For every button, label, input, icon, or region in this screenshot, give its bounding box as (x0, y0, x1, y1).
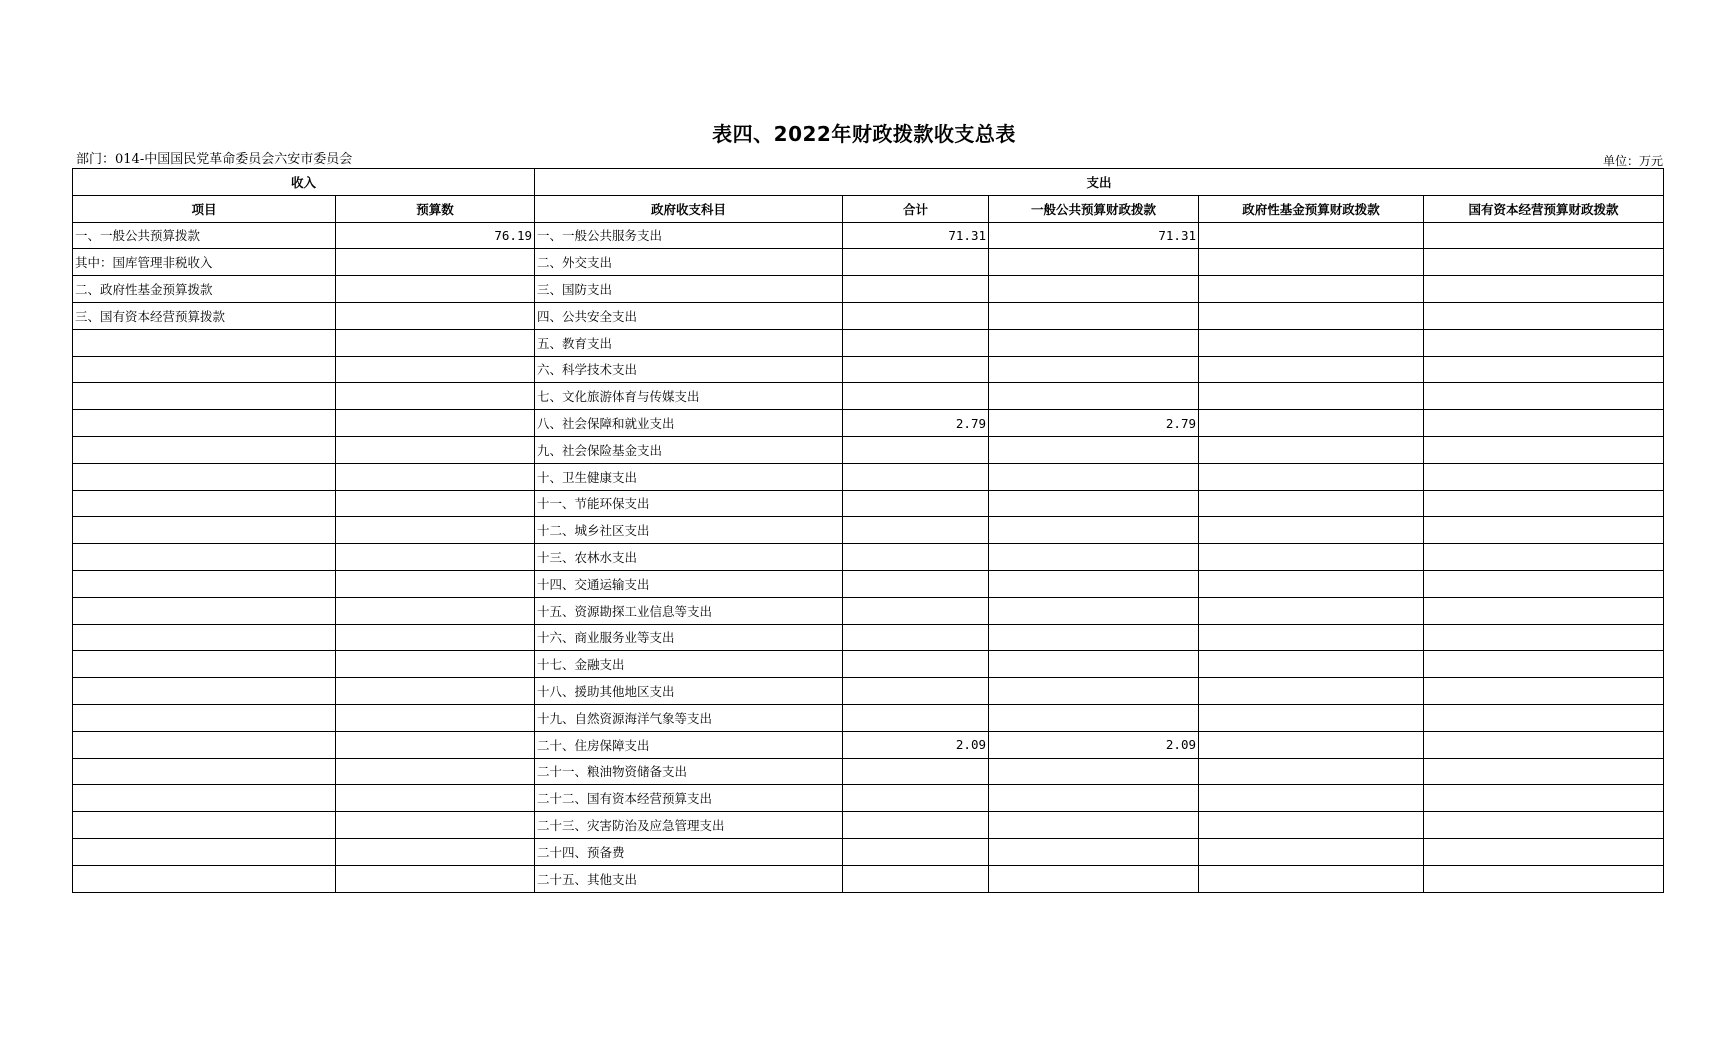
subject-cell: 十一、节能环保支出 (535, 490, 843, 517)
table-row (73, 812, 1664, 839)
total-cell (843, 812, 989, 839)
table-row (73, 758, 1664, 785)
item-cell (73, 597, 336, 624)
total-cell: 71.31 (843, 222, 989, 249)
budget-cell (336, 838, 535, 865)
item-cell: 其中：国库管理非税收入 (73, 249, 336, 276)
subject-cell: 十、卫生健康支出 (535, 463, 843, 490)
item-cell (73, 383, 336, 410)
fund-cell (1199, 704, 1424, 731)
subject-cell: 十四、交通运输支出 (535, 570, 843, 597)
state-cell (1424, 383, 1664, 410)
item-cell (73, 544, 336, 571)
table-row (73, 490, 1664, 517)
subject-cell: 三、国防支出 (535, 276, 843, 303)
state-cell (1424, 329, 1664, 356)
fund-cell (1199, 276, 1424, 303)
state-cell (1424, 544, 1664, 571)
state-cell (1424, 731, 1664, 758)
table-row (73, 436, 1664, 463)
general-cell (989, 838, 1199, 865)
total-cell (843, 678, 989, 705)
subject-cell: 一、一般公共服务支出 (535, 222, 843, 249)
subject-cell: 二十四、预备费 (535, 838, 843, 865)
total-cell (843, 838, 989, 865)
general-cell (989, 570, 1199, 597)
subject-cell: 六、科学技术支出 (535, 356, 843, 383)
state-cell (1424, 678, 1664, 705)
table-row (73, 410, 1664, 437)
total-cell (843, 356, 989, 383)
state-cell (1424, 222, 1664, 249)
table-row (73, 624, 1664, 651)
col-subject-header: 政府收支科目 (535, 195, 843, 222)
budget-cell (336, 249, 535, 276)
subject-cell: 十二、城乡社区支出 (535, 517, 843, 544)
total-cell (843, 651, 989, 678)
total-cell (843, 302, 989, 329)
subject-cell: 九、社会保险基金支出 (535, 436, 843, 463)
total-cell (843, 704, 989, 731)
col-total-header: 合计 (843, 195, 989, 222)
state-cell (1424, 597, 1664, 624)
budget-cell (336, 383, 535, 410)
item-cell (73, 731, 336, 758)
subject-cell: 二十三、灾害防治及应急管理支出 (535, 812, 843, 839)
fund-cell (1199, 329, 1424, 356)
table-row (73, 383, 1664, 410)
fund-cell (1199, 302, 1424, 329)
general-cell (989, 302, 1199, 329)
general-cell: 71.31 (989, 222, 1199, 249)
item-cell (73, 329, 336, 356)
table-row (73, 704, 1664, 731)
total-cell (843, 785, 989, 812)
budget-cell (336, 651, 535, 678)
general-cell (989, 758, 1199, 785)
table-row (73, 249, 1664, 276)
budget-cell (336, 597, 535, 624)
total-cell (843, 570, 989, 597)
fund-cell (1199, 785, 1424, 812)
state-cell (1424, 436, 1664, 463)
table-row (73, 222, 1664, 249)
subject-cell: 八、社会保障和就业支出 (535, 410, 843, 437)
table-row (73, 356, 1664, 383)
general-cell (989, 329, 1199, 356)
total-cell (843, 329, 989, 356)
general-cell: 2.09 (989, 731, 1199, 758)
total-cell (843, 544, 989, 571)
total-cell (843, 436, 989, 463)
budget-cell (336, 731, 535, 758)
budget-cell (336, 302, 535, 329)
item-cell (73, 463, 336, 490)
state-cell (1424, 517, 1664, 544)
general-cell (989, 490, 1199, 517)
general-cell (989, 678, 1199, 705)
general-cell (989, 544, 1199, 571)
total-cell (843, 383, 989, 410)
budget-cell (336, 436, 535, 463)
state-cell (1424, 463, 1664, 490)
table-row (73, 651, 1664, 678)
budget-cell: 76.19 (336, 222, 535, 249)
total-cell (843, 517, 989, 544)
fund-cell (1199, 436, 1424, 463)
state-cell (1424, 838, 1664, 865)
item-cell (73, 865, 336, 892)
table-row (73, 785, 1664, 812)
general-cell (989, 865, 1199, 892)
general-cell (989, 276, 1199, 303)
col-item-header: 项目 (73, 195, 336, 222)
budget-cell (336, 463, 535, 490)
fund-cell (1199, 758, 1424, 785)
item-cell (73, 436, 336, 463)
item-cell (73, 812, 336, 839)
item-cell (73, 678, 336, 705)
total-cell (843, 758, 989, 785)
item-cell (73, 838, 336, 865)
header-group-row (73, 169, 1664, 196)
budget-cell (336, 785, 535, 812)
general-cell (989, 624, 1199, 651)
subject-cell: 二十、住房保障支出 (535, 731, 843, 758)
budget-table (72, 168, 1664, 893)
general-cell (989, 249, 1199, 276)
table-row (73, 463, 1664, 490)
income-header: 收入 (73, 169, 535, 196)
total-cell (843, 490, 989, 517)
fund-cell (1199, 383, 1424, 410)
budget-cell (336, 329, 535, 356)
item-cell: 二、政府性基金预算拨款 (73, 276, 336, 303)
fund-cell (1199, 517, 1424, 544)
total-cell (843, 624, 989, 651)
expense-header: 支出 (535, 169, 1664, 196)
table-row (73, 731, 1664, 758)
table-row (73, 570, 1664, 597)
subject-cell: 五、教育支出 (535, 329, 843, 356)
fund-cell (1199, 356, 1424, 383)
fund-cell (1199, 249, 1424, 276)
item-cell (73, 356, 336, 383)
general-cell (989, 651, 1199, 678)
col-state-header: 国有资本经营预算财政拨款 (1424, 195, 1664, 222)
general-cell (989, 785, 1199, 812)
general-cell (989, 436, 1199, 463)
fund-cell (1199, 651, 1424, 678)
table-row (73, 276, 1664, 303)
fund-cell (1199, 731, 1424, 758)
subject-cell: 二十五、其他支出 (535, 865, 843, 892)
general-cell (989, 383, 1199, 410)
unit-label: 单位：万元 (1602, 154, 1663, 168)
item-cell (73, 490, 336, 517)
subject-cell: 十五、资源勘探工业信息等支出 (535, 597, 843, 624)
item-cell (73, 624, 336, 651)
fund-cell (1199, 222, 1424, 249)
total-cell: 2.09 (843, 731, 989, 758)
budget-cell (336, 410, 535, 437)
table-row (73, 678, 1664, 705)
subject-cell: 二十一、粮油物资储备支出 (535, 758, 843, 785)
item-cell: 三、国有资本经营预算拨款 (73, 302, 336, 329)
fund-cell (1199, 678, 1424, 705)
item-cell (73, 410, 336, 437)
state-cell (1424, 758, 1664, 785)
fund-cell (1199, 490, 1424, 517)
state-cell (1424, 249, 1664, 276)
budget-cell (336, 544, 535, 571)
fund-cell (1199, 463, 1424, 490)
general-cell: 2.79 (989, 410, 1199, 437)
subject-cell: 十六、商业服务业等支出 (535, 624, 843, 651)
general-cell (989, 704, 1199, 731)
fund-cell (1199, 865, 1424, 892)
subject-cell: 四、公共安全支出 (535, 302, 843, 329)
header-column-row (73, 195, 1664, 222)
subject-cell: 十九、自然资源海洋气象等支出 (535, 704, 843, 731)
fund-cell (1199, 410, 1424, 437)
page-title: 表四、2022年财政拨款收支总表 (712, 122, 1016, 146)
fund-cell (1199, 838, 1424, 865)
table-body (73, 222, 1664, 892)
general-cell (989, 812, 1199, 839)
item-cell (73, 517, 336, 544)
general-cell (989, 517, 1199, 544)
fund-cell (1199, 812, 1424, 839)
item-cell (73, 704, 336, 731)
state-cell (1424, 490, 1664, 517)
subject-cell: 十三、农林水支出 (535, 544, 843, 571)
budget-cell (336, 758, 535, 785)
budget-cell (336, 865, 535, 892)
budget-cell (336, 624, 535, 651)
table-row (73, 302, 1664, 329)
budget-cell (336, 517, 535, 544)
col-general-header: 一般公共预算财政拨款 (989, 195, 1199, 222)
table-row (73, 517, 1664, 544)
state-cell (1424, 356, 1664, 383)
subject-cell: 十七、金融支出 (535, 651, 843, 678)
table-row (73, 544, 1664, 571)
state-cell (1424, 570, 1664, 597)
general-cell (989, 356, 1199, 383)
subject-cell: 二、外交支出 (535, 249, 843, 276)
state-cell (1424, 651, 1664, 678)
state-cell (1424, 812, 1664, 839)
state-cell (1424, 276, 1664, 303)
fund-cell (1199, 544, 1424, 571)
state-cell (1424, 865, 1664, 892)
total-cell (843, 276, 989, 303)
general-cell (989, 463, 1199, 490)
state-cell (1424, 302, 1664, 329)
item-cell (73, 785, 336, 812)
item-cell (73, 570, 336, 597)
budget-cell (336, 570, 535, 597)
budget-cell (336, 812, 535, 839)
item-cell (73, 758, 336, 785)
general-cell (989, 597, 1199, 624)
state-cell (1424, 410, 1664, 437)
fund-cell (1199, 624, 1424, 651)
total-cell (843, 249, 989, 276)
budget-cell (336, 276, 535, 303)
subject-cell: 七、文化旅游体育与传媒支出 (535, 383, 843, 410)
fund-cell (1199, 597, 1424, 624)
total-cell (843, 597, 989, 624)
table-row (73, 329, 1664, 356)
state-cell (1424, 704, 1664, 731)
subject-cell: 二十二、国有资本经营预算支出 (535, 785, 843, 812)
budget-cell (336, 356, 535, 383)
total-cell (843, 463, 989, 490)
table-row (73, 838, 1664, 865)
table-row (73, 597, 1664, 624)
item-cell: 一、一般公共预算拨款 (73, 222, 336, 249)
state-cell (1424, 624, 1664, 651)
state-cell (1424, 785, 1664, 812)
department-label: 部门：014-中国国民党革命委员会六安市委员会 (76, 152, 353, 167)
item-cell (73, 651, 336, 678)
budget-cell (336, 678, 535, 705)
col-fund-header: 政府性基金预算财政拨款 (1199, 195, 1424, 222)
table-row (73, 865, 1664, 892)
subject-cell: 十八、援助其他地区支出 (535, 678, 843, 705)
total-cell (843, 865, 989, 892)
budget-cell (336, 490, 535, 517)
budget-cell (336, 704, 535, 731)
col-budget-header: 预算数 (336, 195, 535, 222)
total-cell: 2.79 (843, 410, 989, 437)
fund-cell (1199, 570, 1424, 597)
